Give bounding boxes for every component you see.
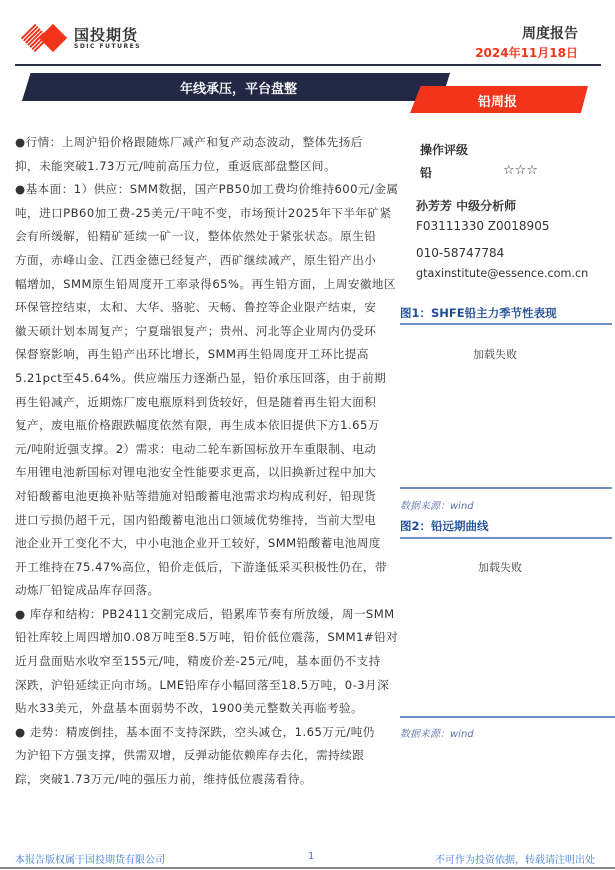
- body-text-line: 对铅酸蓄电池更换补贴等措施对铅酸蓄电池需求均构成利好，铅现货: [15, 488, 377, 503]
- body-text-line: 再生铅减产，近期炼厂废电瓶原料到货较好，但是随着再生铅大面积: [15, 394, 377, 409]
- rating-stars: ☆☆☆: [503, 163, 538, 178]
- body-text-line: 池企业开工变化不大，中小电池企业开工较好，SMM铅酸蓄电池周度: [15, 536, 381, 551]
- body-text-line: 进口亏损仍超千元，国内铅酸蓄电池出口领域优势维持，当前大型电: [15, 512, 377, 527]
- body-text-line: 铅社库较上周四增加0.08万吨至8.5万吨，铅价低位震荡，SMM1#铅对: [15, 630, 399, 645]
- body-text-line: ● 走势：精废倒挂，基本面不支持深跌，空头减仓，1.65万元/吨仍: [15, 724, 375, 739]
- analyst-name: 孙芳芳 中级分析师: [416, 199, 517, 213]
- body-text-line: 吨，进口PB60加工费-25美元/干吨不变，市场预计2025年下半年矿紧: [15, 205, 392, 220]
- analyst-license: F03111330 Z0018905: [416, 219, 550, 233]
- report-title: 年线承压，平台盘整: [180, 82, 298, 97]
- body-text-line: 5.21pct至45.64%。供应端压力逐渐凸显，铅价承压回落，由于前期: [15, 370, 387, 385]
- body-text-line: 徽天硕计划本周复产；宁夏瑞银复产；贵州、河北等企业周内仍受环: [15, 323, 377, 338]
- body-text-line: 深跌，沪铅延续正向市场。LME铅库存小幅回落至18.5万吨，0-3月深: [15, 677, 390, 692]
- body-text-line: ●行情：上周沪铅价格跟随炼厂减产和复产动态波动，整体先扬后: [15, 135, 363, 149]
- page-number: 1: [308, 851, 315, 862]
- body-text-line: 车用锂电池新国标对锂电池安全性能要求更高，以旧换新过程中加大: [15, 465, 377, 480]
- figure-2-source: 数据来源：wind: [400, 729, 474, 740]
- figure-1-load-failed: 加载失败: [473, 348, 517, 361]
- body-text-line: 会有所缓解，铅精矿延续一矿一议，整体依然处于紧张状态。原生铅: [15, 229, 377, 244]
- figure-1-title: 图1：SHFE铅主力季节性表现: [400, 306, 557, 320]
- body-text-line: ●基本面：1）供应：SMM数据，国产PB50加工费均价维持600元/金属: [15, 182, 399, 197]
- body-text-line: 近月盘面贴水收窄至155元/吨，精废价差-25元/吨，基本面仍不支持: [15, 654, 381, 669]
- body-text-line: 动炼厂铅锭成品库存回落。: [15, 583, 160, 598]
- figure-2-bottom-rule: [400, 716, 615, 718]
- report-body: [15, 131, 399, 792]
- body-text-line: 环保管控结束，太和、大华、骆驼、天畅、鲁控等企业限产结束，安: [15, 300, 377, 315]
- body-text-line: 元/吨附近强支撑。2）需求：电动二轮车新国标放开车重限制、电动: [15, 441, 377, 456]
- footer-copyright: 本报告版权属于国投期货有限公司: [15, 855, 165, 866]
- body-text-line: 方面，赤峰山金、江西金德已经复产，西矿继续减产，原生铅产出小: [15, 252, 377, 267]
- analyst-phone: 010-58747784: [416, 246, 505, 260]
- body-text-line: 贴水33美元，外盘基本面弱势不改，1900美元整数关再临考验。: [15, 701, 364, 716]
- footer-disclaimer: 不可作为投资依据，转载请注明出处: [435, 855, 595, 866]
- figure-1-source: 数据来源：wind: [400, 501, 474, 512]
- report-type: 周度报告: [522, 26, 578, 42]
- body-text-line: 为沪铅下方强支撑，供需双增，反弹动能依赖库存去化，需持续跟: [15, 748, 365, 763]
- body-text-line: 幅增加，SMM原生铅周度开工率录得65%。再生铅方面，上周安徽地区: [15, 276, 397, 291]
- body-text-line: 抑，未能突破1.73万元/吨前高压力位，重返底部盘整区间。: [15, 158, 337, 173]
- rating-label: 操作评级: [420, 143, 469, 157]
- company-logo: [25, 26, 141, 50]
- analyst-email: gtaxinstitute@essence.com.cn: [416, 267, 589, 280]
- logo-icon: [25, 26, 69, 50]
- figure-2-top-rule: [400, 537, 612, 539]
- body-text-line: 开工维持在75.47%高位，铅价走低后，下游逢低采买积极性仍在，带: [15, 559, 388, 574]
- logo-name-en: SDIC FUTURES: [74, 42, 142, 50]
- rating-item: 铅: [420, 166, 433, 180]
- body-text-line: 复产，废电瓶价格跟跌幅度依然有限，再生成本依旧提供下方1.65万: [15, 418, 380, 433]
- figure-1-top-rule: [400, 323, 612, 325]
- logo-name-cn: 国投期货: [74, 25, 139, 44]
- figure-2-title: 图2：铅远期曲线: [400, 519, 489, 533]
- footer-divider: [0, 867, 615, 869]
- header-divider: [15, 64, 601, 66]
- body-text-line: 保督察影响，再生铅产出环比增长，SMM再生铅周度开工环比提高: [15, 347, 369, 362]
- report-category: 铅周报: [478, 95, 518, 110]
- report-date: 2024年11月18日: [475, 46, 578, 60]
- figure-1-bottom-rule: [400, 487, 612, 489]
- body-text-line: ● 库存和结构：PB2411交割完成后，铅累库节奏有所放缓，周一SMM: [15, 606, 395, 621]
- figure-2-load-failed: 加载失败: [478, 561, 522, 574]
- body-text-line: 踪，突破1.73万元/吨的强压力前，维持低位震荡看待。: [15, 772, 312, 787]
